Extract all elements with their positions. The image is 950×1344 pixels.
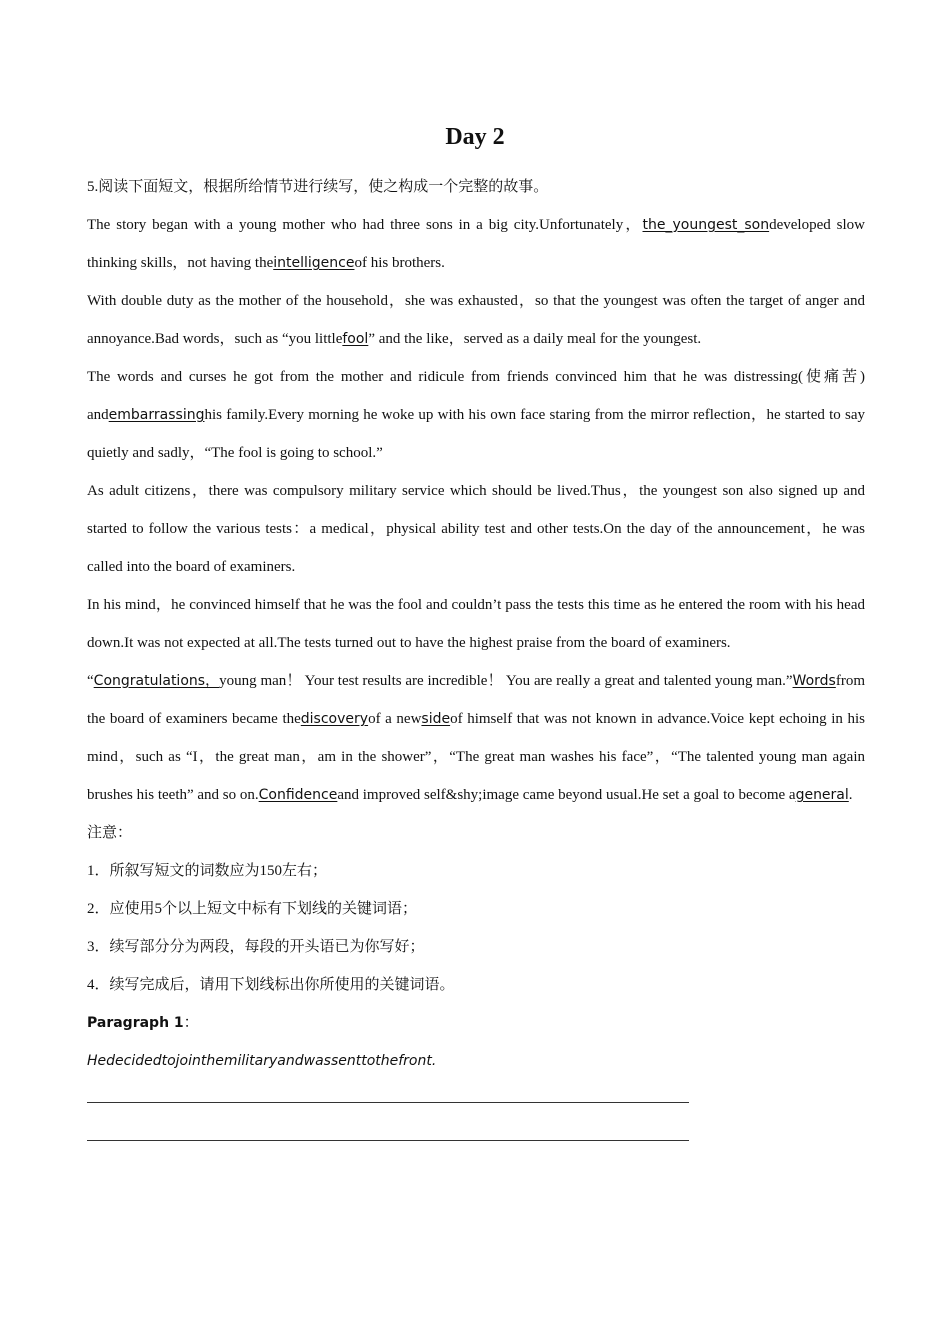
keyword-congratulations: Congratulations， xyxy=(93,673,220,689)
keyword-fool: fool xyxy=(342,331,369,347)
keyword-the-youngest-son: the_youngest_son xyxy=(642,217,770,233)
story-paragraph-1 xyxy=(87,206,865,282)
page-title: Day 2 xyxy=(445,124,505,150)
keyword-intelligence: intelligence xyxy=(273,255,355,271)
text-segment: of his brothers. xyxy=(354,255,445,271)
task-instruction: 5.阅读下面短文，根据所给情节进行续写，使之构成一个完整的故事。 xyxy=(87,179,549,195)
paragraph-label-colon: ： xyxy=(183,1015,199,1031)
notes-heading: 注意： xyxy=(87,825,133,841)
text-segment: developed slow thinking skills，not having the xyxy=(87,217,865,271)
keyword-embarrassing: embarrassing xyxy=(108,407,205,423)
writing-rule xyxy=(87,1140,689,1141)
text-segment: and improved self&shy;image came beyond usual.He set a goal to become a xyxy=(337,787,796,803)
text-segment: With double duty as the mother of the household，she was exhausted，so that the youngest was often the target of anger and annoyance.Bad words，such as “you little xyxy=(87,293,865,347)
text-segment: . xyxy=(848,787,853,803)
text-segment: ” and the like，served as a daily meal for the youngest. xyxy=(368,331,702,347)
story-paragraph-2 xyxy=(87,282,865,358)
document-body xyxy=(87,168,865,1156)
paragraph-label-text: Paragraph 1 xyxy=(87,1015,184,1031)
writing-line-1[interactable] xyxy=(87,1080,865,1118)
note-item-4: 4．续写完成后，请用下划线标出你所使用的关键词语。 xyxy=(87,977,455,993)
text-segment: of himself that was not known in advance.Voice kept echoing in his mind，such as “I，the great man，am in the shower”，“The great man washes his face”，“The talented young man again brushes his teeth” and so on. xyxy=(87,711,865,803)
note-item-1: 1．所叙写短文的词数应为150左右； xyxy=(87,863,328,879)
story-paragraph-5: In his mind，he convinced himself that he was the fool and couldn’t pass the tests this time as he entered the room with his head down.It was not expected at all.The tests turned out to have the highest praise from the board of examiners. xyxy=(87,597,865,651)
note-item-2: 2．应使用5个以上短文中标有下划线的关键词语； xyxy=(87,901,418,917)
text-segment: young man！ Your test results are incredible！ You are really a great and talented young man.” xyxy=(219,673,793,689)
keyword-words: Words xyxy=(792,673,836,689)
text-segment: “ xyxy=(87,673,94,689)
text-segment: from the board of examiners became the xyxy=(87,673,865,727)
paragraph-1-label xyxy=(87,1004,865,1042)
story-paragraph-4: As adult citizens，there was compulsory military service which should be lived.Thus，the youngest son also signed up and started to follow the various tests：a medical，physical ability test and other tests.On the day of the announcement，he was called into the board of examiners. xyxy=(87,483,865,575)
keyword-general: general xyxy=(795,787,849,803)
writing-line-2[interactable] xyxy=(87,1118,865,1156)
keyword-confidence: Confidence xyxy=(258,787,338,803)
story-paragraph-3 xyxy=(87,358,865,472)
text-segment: The story began with a young mother who had three sons in a big city.Unfortunately， xyxy=(87,217,643,233)
story-paragraph-6 xyxy=(87,662,865,814)
text-segment: his family.Every morning he woke up with his own face staring from the mirror reflection，he started to say quietly and sadly，“The fool is going to school.” xyxy=(87,407,865,461)
keyword-discovery: discovery xyxy=(300,711,369,727)
writing-rule xyxy=(87,1102,689,1103)
paragraph-1-opening: Hedecidedtojointhemilitaryandwassenttothefront. xyxy=(87,1053,437,1069)
text-segment: The words and curses he got from the mother and ridicule from friends convinced him that he was distressing(使痛苦) and xyxy=(87,369,865,423)
keyword-side: side xyxy=(421,711,451,727)
note-item-3: 3．续写部分分为两段，每段的开头语已为你写好； xyxy=(87,939,425,955)
text-segment: of a new xyxy=(368,711,422,727)
